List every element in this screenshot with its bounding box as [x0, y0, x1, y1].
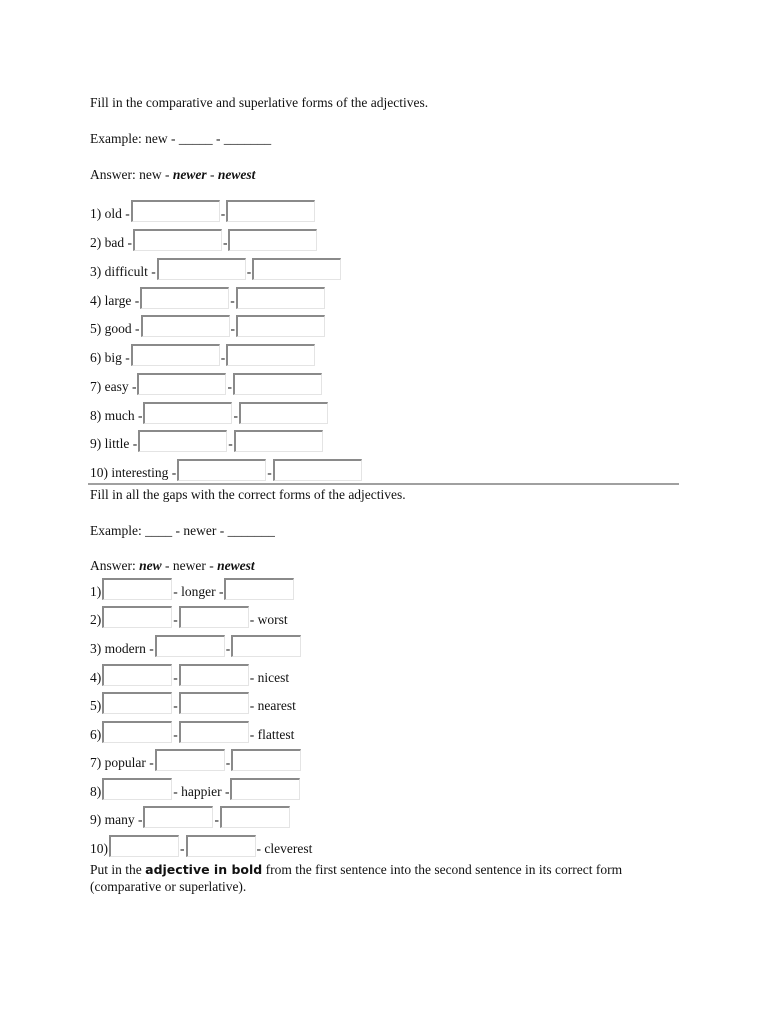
- item-label: 9) many -: [90, 812, 143, 827]
- exercise-row: [90, 254, 342, 280]
- answer-prefix: Answer:: [90, 558, 140, 573]
- item-label: 5): [90, 698, 102, 713]
- given-form: - longer -: [173, 584, 224, 599]
- item-label: 6) big -: [90, 350, 130, 365]
- given-form: - nicest: [249, 670, 290, 685]
- comparative-input[interactable]: [143, 806, 213, 828]
- positive-input[interactable]: [102, 721, 172, 743]
- exercise-row: [90, 574, 295, 600]
- example-mid: - newer -: [172, 523, 228, 538]
- item-label: 10) interesting -: [90, 465, 177, 480]
- answer-superlative: newest: [217, 167, 256, 182]
- comparative-input[interactable]: [179, 721, 249, 743]
- superlative-input[interactable]: [231, 635, 301, 657]
- instruction-bold: adjective in bold: [145, 862, 263, 877]
- superlative-input[interactable]: [220, 806, 290, 828]
- answer-comparative: newer: [172, 167, 207, 182]
- example-prefix: Example:: [90, 523, 146, 538]
- comparative-input[interactable]: [131, 344, 220, 366]
- positive-input[interactable]: [109, 835, 179, 857]
- answer-prefix: Answer: new -: [90, 167, 173, 182]
- superlative-input[interactable]: [234, 430, 323, 452]
- exercise-row: [90, 311, 326, 337]
- example-blank-1: ____: [145, 523, 173, 538]
- item-label: 7) easy -: [90, 379, 137, 394]
- positive-input[interactable]: [102, 606, 172, 628]
- given-form: - happier -: [173, 784, 230, 799]
- item-label: 3) difficult -: [90, 264, 156, 279]
- example-prefix: Example: new -: [90, 131, 179, 146]
- exercise-row: [90, 717, 294, 743]
- instruction-post: from the first sentence into the second sentence in its correct form: [262, 862, 623, 877]
- example-blank-2: _______: [227, 523, 275, 538]
- comparative-input[interactable]: [138, 430, 227, 452]
- item-separator: -: [230, 293, 235, 308]
- comparative-input[interactable]: [155, 749, 225, 771]
- comparative-input[interactable]: [131, 200, 220, 222]
- section2-example: [90, 523, 275, 539]
- item-separator: -: [225, 755, 231, 770]
- superlative-input[interactable]: [236, 287, 325, 309]
- item-label: 9) little -: [90, 436, 138, 451]
- instruction-pre: Put in the: [90, 862, 146, 877]
- comparative-input[interactable]: [133, 229, 222, 251]
- superlative-input[interactable]: [239, 402, 328, 424]
- superlative-input[interactable]: [230, 778, 300, 800]
- comparative-input[interactable]: [179, 606, 249, 628]
- exercise-row: [90, 369, 323, 395]
- item-separator: -: [173, 670, 178, 685]
- answer-positive: new: [139, 558, 162, 573]
- item-label: 5) good -: [90, 321, 140, 336]
- given-form: - cleverest: [256, 841, 313, 856]
- superlative-input[interactable]: [231, 749, 301, 771]
- item-separator: -: [228, 436, 233, 451]
- answer-superlative: newest: [217, 558, 255, 573]
- item-label: 1): [90, 584, 102, 599]
- given-form: - worst: [249, 612, 288, 627]
- superlative-input[interactable]: [236, 315, 325, 337]
- comparative-input[interactable]: [157, 258, 246, 280]
- positive-input[interactable]: [102, 778, 172, 800]
- section1-example: [90, 131, 271, 147]
- section1-answer: [90, 167, 255, 183]
- positive-input[interactable]: [102, 692, 172, 714]
- item-separator: -: [227, 379, 232, 394]
- example-sep: -: [212, 131, 224, 146]
- comparative-input[interactable]: [137, 373, 226, 395]
- given-form: - flattest: [249, 727, 295, 742]
- exercise-row: [90, 631, 302, 657]
- item-separator: -: [173, 612, 178, 627]
- item-label: 2): [90, 612, 102, 627]
- item-separator: -: [230, 321, 235, 336]
- item-label: 6): [90, 727, 102, 742]
- section1-instruction: Fill in the comparative and superlative forms of the adjectives.: [90, 95, 429, 110]
- exercise-row: [90, 602, 288, 628]
- superlative-input[interactable]: [224, 578, 294, 600]
- exercise-row: [90, 398, 329, 424]
- item-label: 2) bad -: [90, 235, 132, 250]
- superlative-input[interactable]: [226, 200, 315, 222]
- item-separator: -: [225, 641, 231, 656]
- superlative-input[interactable]: [226, 344, 315, 366]
- section-divider: [88, 483, 679, 485]
- exercise-row: [90, 660, 289, 686]
- exercise-row: [90, 774, 301, 800]
- item-label: 4) large -: [90, 293, 140, 308]
- exercise-row: [90, 196, 316, 222]
- comparative-input[interactable]: [179, 692, 249, 714]
- item-label: 10): [90, 841, 108, 856]
- superlative-input[interactable]: [228, 229, 317, 251]
- item-label: 4): [90, 670, 102, 685]
- exercise-row: [90, 340, 316, 366]
- comparative-input[interactable]: [179, 664, 249, 686]
- example-blank-1: _____: [178, 131, 213, 146]
- item-separator: -: [173, 727, 178, 742]
- superlative-input[interactable]: [233, 373, 322, 395]
- item-separator: -: [180, 841, 185, 856]
- exercise-row: [90, 688, 296, 714]
- section2-answer: [90, 558, 255, 574]
- exercise-row: [90, 426, 324, 452]
- item-label: 1) old -: [90, 206, 130, 221]
- item-separator: -: [220, 206, 226, 221]
- exercise-row: [90, 455, 363, 481]
- item-separator: -: [233, 408, 238, 423]
- item-separator: -: [220, 350, 226, 365]
- exercise-row: [90, 283, 326, 309]
- comparative-input[interactable]: [143, 402, 232, 424]
- superlative-input[interactable]: [273, 459, 362, 481]
- example-blank-2: _______: [223, 131, 272, 146]
- item-separator: -: [222, 235, 228, 250]
- item-separator: -: [267, 465, 272, 480]
- superlative-input[interactable]: [252, 258, 341, 280]
- item-label: 7) popular -: [90, 755, 154, 770]
- item-separator: -: [173, 698, 178, 713]
- answer-mid: - newer -: [161, 558, 218, 573]
- answer-sep: -: [206, 167, 218, 182]
- section3-instruction-line2: (comparative or superlative).: [90, 879, 247, 894]
- section2-instruction: Fill in all the gaps with the correct forms of the adjectives.: [90, 487, 406, 502]
- positive-input[interactable]: [102, 664, 172, 686]
- comparative-input[interactable]: [186, 835, 256, 857]
- item-separator: -: [246, 264, 252, 279]
- comparative-input[interactable]: [141, 315, 230, 337]
- comparative-input[interactable]: [140, 287, 229, 309]
- item-label: 3) modern -: [90, 641, 154, 656]
- exercise-row: [90, 831, 312, 857]
- comparative-input[interactable]: [177, 459, 266, 481]
- exercise-row: [90, 745, 302, 771]
- given-form: - nearest: [249, 698, 296, 713]
- section3-instruction: [90, 862, 622, 878]
- comparative-input[interactable]: [155, 635, 225, 657]
- positive-input[interactable]: [102, 578, 172, 600]
- exercise-row: [90, 225, 318, 251]
- exercise-row: [90, 802, 291, 828]
- item-separator: -: [214, 812, 219, 827]
- item-label: 8): [90, 784, 102, 799]
- item-label: 8) much -: [90, 408, 143, 423]
